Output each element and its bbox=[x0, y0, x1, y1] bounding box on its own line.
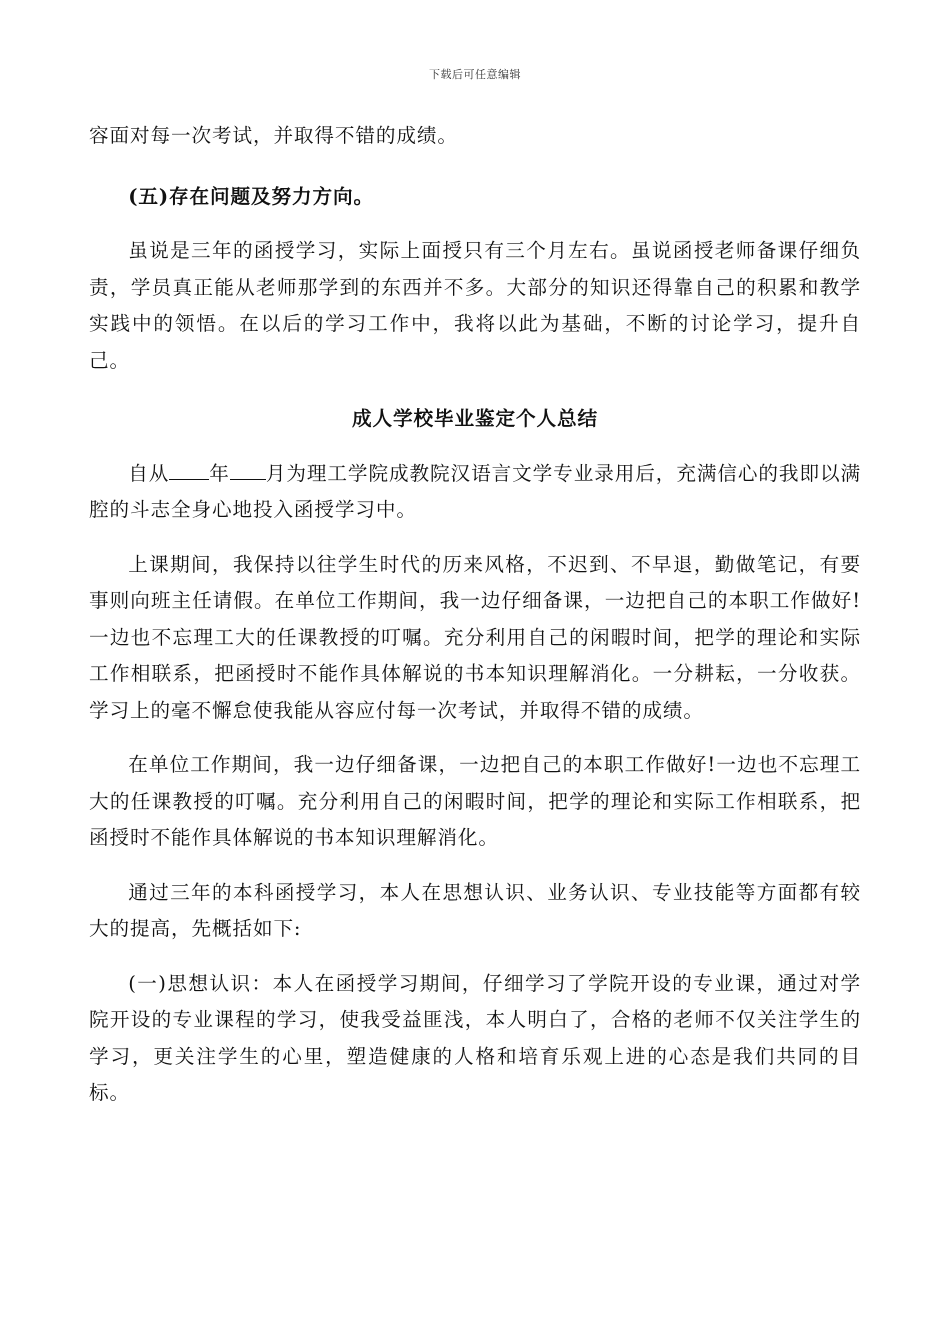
paragraph-class-period: 上课期间，我保持以往学生时代的历来风格，不迟到、不早退，勤做笔记，有要事则向班主任请假。在单位工作期间，我一边仔细备课，一边把自己的本职工作做好!一边也不忘理工大的任课教授的叮嘱。充分利用自己的闲暇时间，把学的理论和实际工作相联系，把函授时不能作具体解说的书本知识理解消化。一分耕耘，一分收获。学习上的毫不懈怠使我能从容应付每一次考试，并取得不错的成绩。 bbox=[89, 552, 861, 722]
section-heading-five: (五)存在问题及努力方向。 bbox=[128, 184, 374, 208]
month-blank bbox=[230, 459, 266, 480]
paragraph-continuation: 容面对每一次考试，并取得不错的成绩。 bbox=[89, 124, 458, 147]
enrollment-text-rest: 月为理工学院成教院汉语言文学专业录用后，充满信心的我即以满腔的斗志全身心地投入函授学习中。 bbox=[89, 461, 861, 521]
document-title: 成人学校毕业鉴定个人总结 bbox=[352, 407, 598, 430]
paragraph-thought-awareness: (一)思想认识：本人在函授学习期间，仔细学习了学院开设的专业课，通过对学院开设的专业课程的学习，使我受益匪浅，本人明白了，合格的老师不仅关注学生的学习，更关注学生的心里，塑造健康的人格和培育乐观上进的心态是我们共同的目标。 bbox=[89, 971, 861, 1104]
paragraph-enrollment bbox=[89, 456, 861, 529]
year-blank bbox=[169, 459, 209, 480]
paragraph-summary-intro: 通过三年的本科函授学习，本人在思想认识、业务认识、专业技能等方面都有较大的提高，先概括如下: bbox=[89, 880, 861, 940]
page-header: 下载后可任意编辑 bbox=[429, 68, 521, 81]
enrollment-text-start: 自从 bbox=[128, 461, 170, 485]
document-body bbox=[89, 118, 861, 1112]
paragraph-problems: 虽说是三年的函授学习，实际上面授只有三个月左右。虽说函授老师备课仔细负责，学员真正能从老师那学到的东西并不多。大部分的知识还得靠自己的积累和教学实践中的领悟。在以后的学习工作中，我将以此为基础，不断的讨论学习，提升自己。 bbox=[89, 239, 861, 372]
enrollment-text-year: 年 bbox=[209, 461, 230, 485]
paragraph-work-period: 在单位工作期间，我一边仔细备课，一边把自己的本职工作做好!一边也不忘理工大的任课教授的叮嘱。充分利用自己的闲暇时间，把学的理论和实际工作相联系，把函授时不能作具体解说的书本知识理解消化。 bbox=[89, 753, 861, 849]
